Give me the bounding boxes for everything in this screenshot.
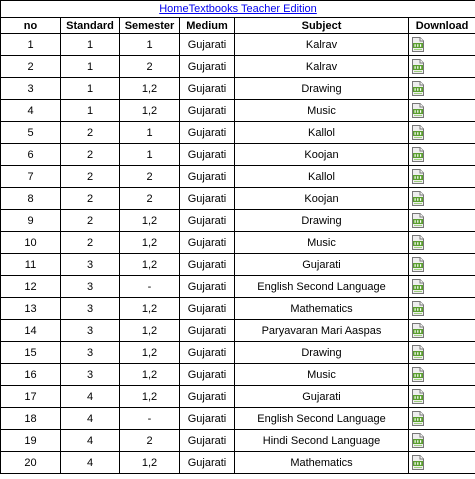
cell-subject: Mathematics: [235, 452, 409, 474]
pdf-download-icon[interactable]: [412, 257, 424, 272]
cell-semester: 1,2: [120, 452, 180, 474]
cell-medium: Gujarati: [180, 210, 235, 232]
cell-download: [409, 100, 475, 122]
col-header-semester: Semester: [120, 18, 180, 34]
cell-semester: 1,2: [120, 232, 180, 254]
cell-no: 7: [1, 166, 61, 188]
cell-standard: 1: [61, 56, 120, 78]
table-row: [1, 342, 475, 364]
cell-medium: Gujarati: [180, 298, 235, 320]
cell-download: [409, 34, 475, 56]
cell-medium: Gujarati: [180, 100, 235, 122]
cell-subject: Music: [235, 364, 409, 386]
cell-medium: Gujarati: [180, 254, 235, 276]
table-row: [1, 320, 475, 342]
cell-download: [409, 276, 475, 298]
cell-standard: 1: [61, 34, 120, 56]
cell-download: [409, 122, 475, 144]
cell-standard: 4: [61, 386, 120, 408]
cell-semester: 1,2: [120, 254, 180, 276]
cell-medium: Gujarati: [180, 122, 235, 144]
table-row: [1, 188, 475, 210]
cell-no: 9: [1, 210, 61, 232]
pdf-download-icon[interactable]: [412, 125, 424, 140]
cell-semester: 2: [120, 166, 180, 188]
cell-medium: Gujarati: [180, 342, 235, 364]
cell-standard: 3: [61, 276, 120, 298]
table-row: [1, 232, 475, 254]
pdf-download-icon[interactable]: [412, 301, 424, 316]
cell-download: [409, 408, 475, 430]
cell-semester: 1,2: [120, 210, 180, 232]
pdf-download-icon[interactable]: [412, 389, 424, 404]
pdf-download-icon[interactable]: [412, 147, 424, 162]
pdf-download-icon[interactable]: [412, 213, 424, 228]
table-row: [1, 100, 475, 122]
cell-subject: Koojan: [235, 188, 409, 210]
pdf-download-icon[interactable]: [412, 433, 424, 448]
cell-subject: Drawing: [235, 210, 409, 232]
cell-semester: -: [120, 276, 180, 298]
cell-semester: 1,2: [120, 386, 180, 408]
cell-download: [409, 342, 475, 364]
cell-medium: Gujarati: [180, 452, 235, 474]
cell-no: 2: [1, 56, 61, 78]
cell-medium: Gujarati: [180, 232, 235, 254]
col-header-no: no: [1, 18, 61, 34]
cell-medium: Gujarati: [180, 276, 235, 298]
cell-subject: Kallol: [235, 122, 409, 144]
cell-standard: 3: [61, 320, 120, 342]
pdf-download-icon[interactable]: [412, 279, 424, 294]
table-row: [1, 430, 475, 452]
cell-medium: Gujarati: [180, 188, 235, 210]
cell-subject: Kalrav: [235, 34, 409, 56]
cell-medium: Gujarati: [180, 144, 235, 166]
cell-standard: 3: [61, 254, 120, 276]
cell-semester: 1,2: [120, 100, 180, 122]
cell-medium: Gujarati: [180, 320, 235, 342]
cell-semester: 1: [120, 34, 180, 56]
cell-download: [409, 386, 475, 408]
cell-no: 3: [1, 78, 61, 100]
cell-standard: 2: [61, 232, 120, 254]
cell-no: 6: [1, 144, 61, 166]
cell-no: 17: [1, 386, 61, 408]
pdf-download-icon[interactable]: [412, 103, 424, 118]
table-row: [1, 276, 475, 298]
pdf-download-icon[interactable]: [412, 455, 424, 470]
pdf-download-icon[interactable]: [412, 345, 424, 360]
cell-download: [409, 364, 475, 386]
title-cell: [1, 1, 475, 18]
cell-medium: Gujarati: [180, 386, 235, 408]
col-header-medium: Medium: [180, 18, 235, 34]
cell-download: [409, 210, 475, 232]
pdf-download-icon[interactable]: [412, 59, 424, 74]
table-row: [1, 78, 475, 100]
cell-download: [409, 298, 475, 320]
cell-medium: Gujarati: [180, 364, 235, 386]
cell-subject: English Second Language: [235, 408, 409, 430]
cell-no: 20: [1, 452, 61, 474]
col-header-standard: Standard: [61, 18, 120, 34]
cell-standard: 4: [61, 452, 120, 474]
cell-no: 4: [1, 100, 61, 122]
cell-subject: Paryavaran Mari Aaspas: [235, 320, 409, 342]
cell-standard: 3: [61, 298, 120, 320]
cell-subject: Music: [235, 100, 409, 122]
cell-no: 12: [1, 276, 61, 298]
table-row: [1, 452, 475, 474]
cell-subject: Drawing: [235, 342, 409, 364]
cell-subject: Mathematics: [235, 298, 409, 320]
table-row: [1, 56, 475, 78]
table-row: [1, 144, 475, 166]
cell-subject: Gujarati: [235, 386, 409, 408]
cell-medium: Gujarati: [180, 34, 235, 56]
cell-subject: Koojan: [235, 144, 409, 166]
cell-semester: 2: [120, 430, 180, 452]
cell-medium: Gujarati: [180, 408, 235, 430]
col-header-subject: Subject: [235, 18, 409, 34]
cell-no: 8: [1, 188, 61, 210]
cell-semester: 1: [120, 144, 180, 166]
cell-no: 18: [1, 408, 61, 430]
cell-download: [409, 166, 475, 188]
cell-medium: Gujarati: [180, 78, 235, 100]
cell-download: [409, 188, 475, 210]
cell-subject: Hindi Second Language: [235, 430, 409, 452]
table-row: [1, 166, 475, 188]
pdf-download-icon[interactable]: [412, 367, 424, 382]
cell-semester: 1,2: [120, 298, 180, 320]
table-row: [1, 298, 475, 320]
cell-download: [409, 254, 475, 276]
header-row: [1, 18, 475, 34]
pdf-download-icon[interactable]: [412, 169, 424, 184]
cell-semester: 1,2: [120, 342, 180, 364]
home-textbooks-link[interactable]: HomeTextbooks Teacher Edition: [159, 3, 317, 15]
cell-no: 10: [1, 232, 61, 254]
cell-semester: 1,2: [120, 320, 180, 342]
cell-medium: Gujarati: [180, 166, 235, 188]
cell-no: 16: [1, 364, 61, 386]
cell-no: 1: [1, 34, 61, 56]
table-row: [1, 210, 475, 232]
table-row: [1, 122, 475, 144]
pdf-download-icon[interactable]: [412, 191, 424, 206]
cell-standard: 2: [61, 144, 120, 166]
cell-standard: 1: [61, 100, 120, 122]
pdf-download-icon[interactable]: [412, 81, 424, 96]
cell-standard: 1: [61, 78, 120, 100]
table-body: [1, 34, 475, 474]
cell-download: [409, 232, 475, 254]
cell-semester: 1,2: [120, 78, 180, 100]
cell-semester: 2: [120, 56, 180, 78]
cell-standard: 3: [61, 342, 120, 364]
table-row: [1, 34, 475, 56]
table-row: [1, 254, 475, 276]
cell-medium: Gujarati: [180, 430, 235, 452]
cell-subject: Kalrav: [235, 56, 409, 78]
cell-semester: 2: [120, 188, 180, 210]
cell-standard: 2: [61, 166, 120, 188]
col-header-download: Download: [409, 18, 475, 34]
cell-standard: 3: [61, 364, 120, 386]
cell-standard: 2: [61, 188, 120, 210]
table-row: [1, 386, 475, 408]
cell-standard: 2: [61, 210, 120, 232]
cell-no: 19: [1, 430, 61, 452]
pdf-download-icon[interactable]: [412, 323, 424, 338]
cell-no: 5: [1, 122, 61, 144]
pdf-download-icon[interactable]: [412, 37, 424, 52]
cell-download: [409, 78, 475, 100]
cell-download: [409, 320, 475, 342]
cell-subject: Music: [235, 232, 409, 254]
cell-subject: Gujarati: [235, 254, 409, 276]
cell-subject: Drawing: [235, 78, 409, 100]
cell-semester: 1,2: [120, 364, 180, 386]
cell-subject: Kallol: [235, 166, 409, 188]
cell-standard: 4: [61, 408, 120, 430]
cell-standard: 4: [61, 430, 120, 452]
cell-subject: English Second Language: [235, 276, 409, 298]
pdf-download-icon[interactable]: [412, 411, 424, 426]
cell-no: 13: [1, 298, 61, 320]
cell-semester: -: [120, 408, 180, 430]
table-row: [1, 408, 475, 430]
cell-download: [409, 452, 475, 474]
table-row: [1, 364, 475, 386]
cell-download: [409, 56, 475, 78]
cell-standard: 2: [61, 122, 120, 144]
cell-download: [409, 430, 475, 452]
cell-no: 14: [1, 320, 61, 342]
title-row: [1, 1, 475, 18]
cell-semester: 1: [120, 122, 180, 144]
pdf-download-icon[interactable]: [412, 235, 424, 250]
cell-no: 15: [1, 342, 61, 364]
cell-medium: Gujarati: [180, 56, 235, 78]
cell-no: 11: [1, 254, 61, 276]
cell-download: [409, 144, 475, 166]
